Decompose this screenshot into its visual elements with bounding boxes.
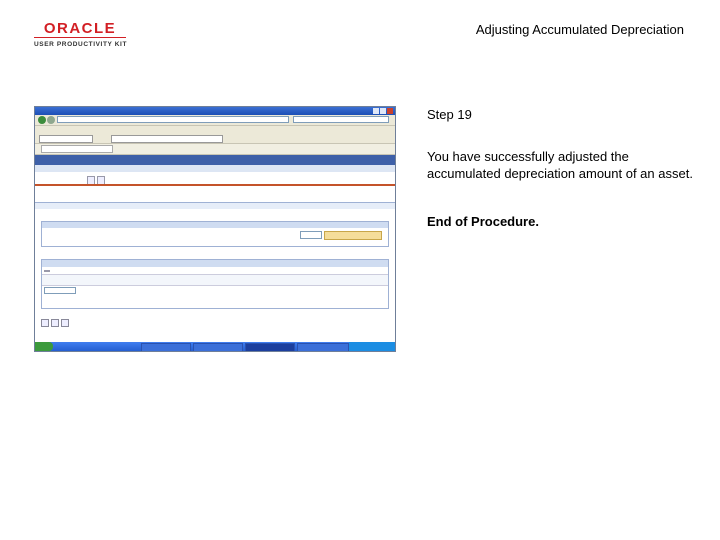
- table-row: [42, 286, 388, 294]
- browser-tab-bar: [35, 144, 395, 155]
- page-tab: [97, 176, 105, 184]
- oracle-wordmark: ORACLE: [43, 20, 117, 37]
- page-title: Adjusting Accumulated Depreciation: [475, 22, 684, 37]
- maximize-icon: [380, 108, 386, 114]
- taskbar-item: [245, 343, 295, 352]
- peoplesoft-sub-nav: [35, 165, 395, 172]
- grid-header: [42, 260, 388, 267]
- application-screenshot: [34, 106, 396, 352]
- search-field: [293, 116, 389, 123]
- taskbar-item: [297, 343, 349, 352]
- page-action-buttons: [41, 319, 71, 328]
- back-icon: [38, 116, 46, 124]
- windows-taskbar: [35, 342, 395, 351]
- book-detail-row: [35, 209, 395, 217]
- links-box: [111, 135, 223, 143]
- end-of-procedure: End of Procedure.: [427, 214, 539, 229]
- return-button: [51, 319, 59, 327]
- url-field: [57, 116, 289, 123]
- grid-column-headers: [42, 274, 388, 286]
- taskbar-item: [141, 343, 191, 352]
- links-box: [39, 135, 93, 143]
- browser-tab: [41, 145, 113, 153]
- logo-rule: [34, 37, 126, 38]
- start-button: [35, 342, 53, 351]
- year-select: [300, 231, 322, 239]
- amount-field: [44, 287, 76, 294]
- period-depreciation-box: [41, 221, 389, 247]
- browser-titlebar: [35, 107, 395, 115]
- step-label: Step 19: [427, 107, 472, 122]
- save-button: [41, 319, 49, 327]
- period-header: [42, 222, 388, 228]
- system-tray: [349, 342, 395, 351]
- oracle-upk-logo: [34, 22, 126, 48]
- key-fields-row: [35, 186, 395, 194]
- grid-tab: [44, 270, 50, 272]
- browser-address-bar: [35, 115, 395, 126]
- peoplesoft-nav-bar: [35, 155, 395, 165]
- browser-menu-bar: [35, 126, 395, 134]
- peoplesoft-header: [35, 172, 395, 186]
- step-description: You have successfully adjusted the accumulated depreciation amount of an asset.: [427, 149, 693, 181]
- notify-button: [61, 319, 69, 327]
- minimize-icon: [373, 108, 379, 114]
- taskbar-item: [193, 343, 243, 352]
- forward-icon: [47, 116, 55, 124]
- book-section-bar: [35, 202, 395, 209]
- page-tab: [87, 176, 95, 184]
- close-icon: [387, 108, 393, 114]
- upk-wordmark: USER PRODUCTIVITY KIT: [34, 41, 128, 48]
- book-row: [35, 194, 395, 202]
- browser-links-bar: [35, 134, 395, 144]
- period-depreciation-grid: [41, 259, 389, 309]
- get-depreciation-button: [324, 231, 382, 240]
